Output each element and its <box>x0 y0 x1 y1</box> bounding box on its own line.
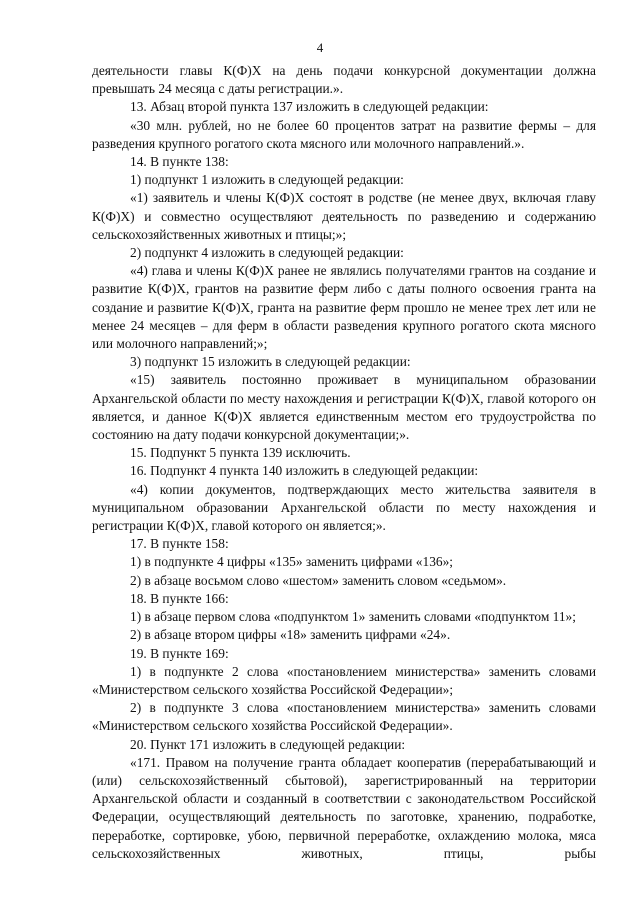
paragraph-item-14: 14. В пункте 138: <box>130 154 229 170</box>
paragraph-subitem-1: 1) подпункт 1 изложить в следующей редакции: <box>130 172 404 188</box>
paragraph-item-16: 16. Подпункт 4 пункта 140 изложить в следующей редакции: <box>130 463 479 479</box>
paragraph-item-20: 20. Пункт 171 изложить в следующей редакции: <box>130 736 406 752</box>
paragraph-item-17-1: 1) в подпункте 4 цифры «135» заменить цифрами «136»; <box>130 554 453 570</box>
paragraph-item-18-1: 1) в абзаце первом слова «подпунктом 1» заменить словами «подпунктом 11»; <box>130 609 576 625</box>
paragraph-quote-subitem-1: «1) заявитель и члены К(Ф)Х состоят в родстве (не менее двух, включая главу К(Ф)Х) и совместно осуществляют деятельность по разведению и содержанию сельскохозяйственных животных и птицы;»; <box>92 190 596 242</box>
paragraph-continuation: деятельности главы К(Ф)Х на день подачи конкурсной документации должна превышать 24 месяца с даты регистрации.». <box>92 63 596 97</box>
paragraph-quote-subitem-15: «15) заявитель постоянно проживает в муниципальном образовании Архангельской области по месту нахождения и регистрации К(Ф)Х, главой которого он является, и данное К(Ф)Х является единственным местом его трудоустройства по состоянию на дату подачи конкурсной документации;». <box>92 372 596 443</box>
page-number: 4 <box>316 40 324 55</box>
paragraph-quote-subitem-4: «4) глава и члены К(Ф)Х ранее не являлись получателями грантов на создание и развитие К(Ф)Х, грантов на развитие ферм либо с даты полного освоения гранта на создание и развитие К(Ф)Х, гранта на развитие ферм прошло не менее трех лет или не менее 24 месяцев – для ферм в области разведения крупного рогатого скота мясного или молочного направлений;»; <box>92 263 596 352</box>
paragraph-item-19-1: 1) в подпункте 2 слова «постановлением министерства» заменить словами «Министерством сельского хозяйства Российской Федерации»; <box>92 663 596 697</box>
paragraph-item-18-2: 2) в абзаце втором цифры «18» заменить цифрами «24». <box>130 627 451 643</box>
paragraph-subitem-2: 2) подпункт 4 изложить в следующей редакции: <box>130 245 404 261</box>
paragraph-quote-140: «4) копии документов, подтверждающих место жительства заявителя в муниципальном образовании Архангельской области по месту нахождения и регистрации К(Ф)Х, главой которого он является;». <box>92 481 596 534</box>
paragraph-item-17: 17. В пункте 158: <box>130 536 229 552</box>
paragraph-item-19-2: 2) в подпункте 3 слова «постановлением министерства» заменить словами «Министерством сельского хозяйства Российской Федерации». <box>92 700 596 734</box>
paragraph-item-18: 18. В пункте 166: <box>130 590 229 606</box>
document-body <box>92 62 596 863</box>
paragraph-quote-171: «171. Правом на получение гранта обладает кооператив (перерабатывающий и (или) сельскохозяйственный сбытовой), зарегистрированный на территории Архангельской области и созданный в соответствии с законодательством Российской Федерации, осуществляющий деятельность по заготовке, хранению, подработке, переработке, сортировке, убою, первичной переработке, охлаждению молока, мяса сельскохозяйственных животных, птицы, рыбы <box>92 754 596 861</box>
paragraph-item-17-2: 2) в абзаце восьмом слово «шестом» заменить словом «седьмом». <box>130 572 507 588</box>
paragraph-quote-137: «30 млн. рублей, но не более 60 процентов затрат на развитие фермы – для разведения крупного рогатого скота мясного или молочного направлений.». <box>92 117 596 151</box>
paragraph-item-13: 13. Абзац второй пункта 137 изложить в следующей редакции: <box>130 99 489 115</box>
paragraph-item-15: 15. Подпункт 5 пункта 139 исключить. <box>130 445 351 461</box>
paragraph-item-19: 19. В пункте 169: <box>130 645 229 661</box>
paragraph-subitem-3: 3) подпункт 15 изложить в следующей редакции: <box>130 354 411 370</box>
